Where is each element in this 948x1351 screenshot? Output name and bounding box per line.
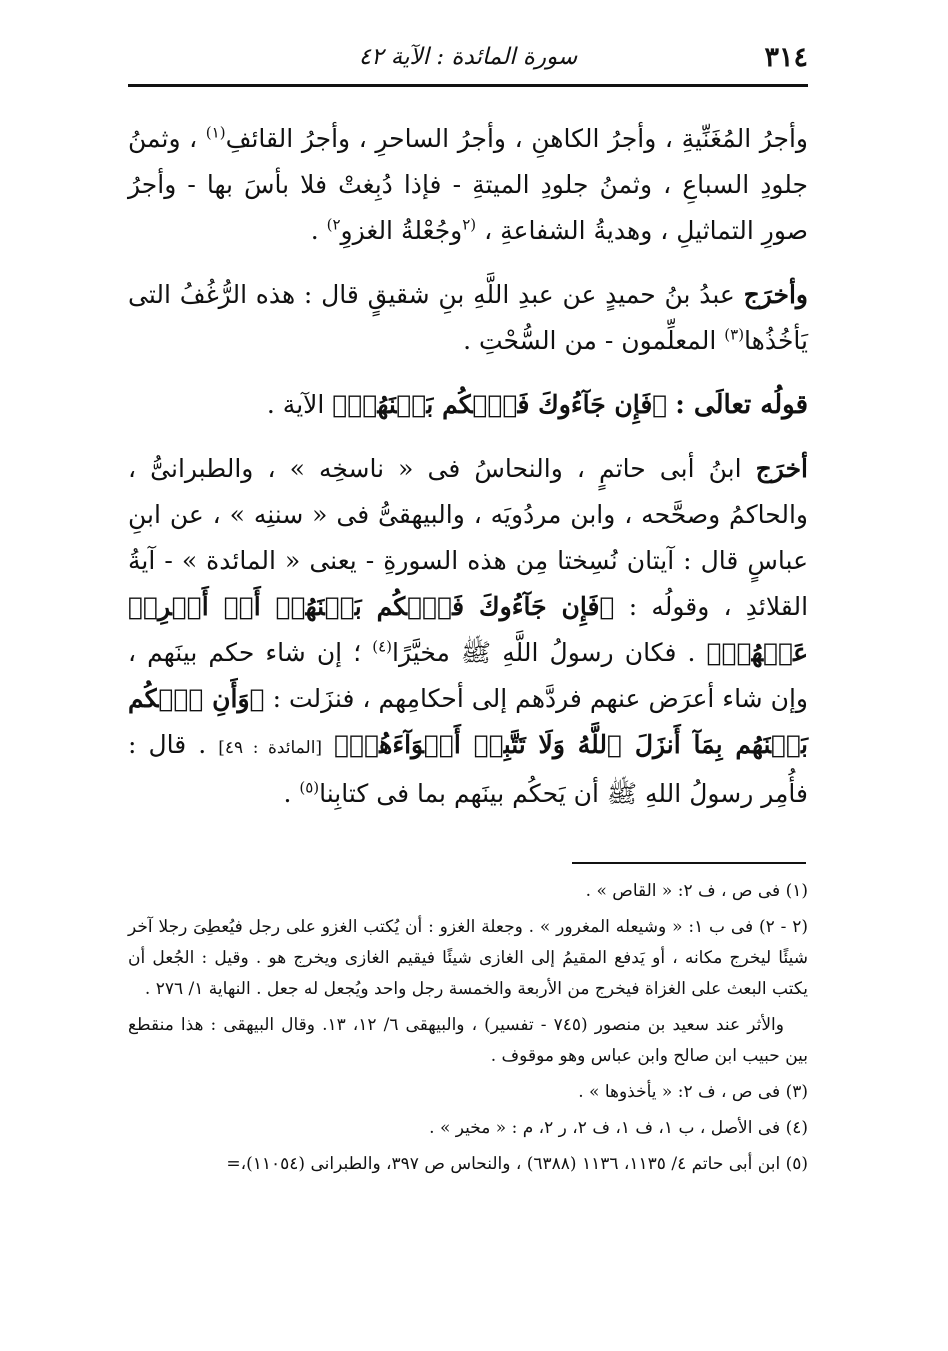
paragraph-text: الآية .: [266, 390, 325, 419]
paragraph-text: ، وثمنُ جلودِ السباعِ ، وثمنُ جلودِ الميتةِ - فإذا دُبِغتْ فلا بأسَ بها - وأجرُ صورِ التماثيلِ ، وهديةُ الشفاعةِ ،: [128, 124, 808, 245]
footnotes: [128, 876, 808, 1185]
paragraph-text: .: [310, 216, 319, 245]
paragraph-text: وأجرُ المُغَنِّيةِ ، وأجرُ الكاهنِ ، وأجرُ الساحرِ ، وأجرُ القائفِ: [225, 124, 809, 153]
verse-heading-line: [128, 382, 808, 428]
paragraph-text: المعلِّمون - من السُّحْتِ .: [463, 326, 717, 355]
paragraph-text: ؛ إن شاء حكم بينَهم ، وإن شاء أعرَض عنهم فردَّهم إلى أحكامِهم ، فنزَلت :: [128, 638, 808, 713]
footnote-ref-4[interactable]: (٤): [372, 637, 393, 656]
page-number: ٣١٤: [764, 42, 808, 73]
footnote-2: (٢ - ٢) فى ب ١: « وشيعله المغرور » . وجعلة الغزو : أن يُكتب الغزو على رجل فيُعطِىَ رجلا آخر شيئًا ليخرج مكانه ، أو يَدفع المقيمُ إلى الغازى شيئًا فيقيم الغازى ويخرج هو . وقيل : الجُعل أن يكتب البعث على الغزاة فيخرج من الأربعة والخمسة رجل واحد ويُجعل له جعل . النهاية ١/ ٢٧٦ .: [128, 917, 808, 999]
paragraph-text: .: [283, 779, 292, 808]
footnote-ref-5[interactable]: (٥): [299, 778, 320, 797]
paragraph-3: [128, 446, 808, 817]
lead-word: وأخرَج: [743, 280, 808, 309]
paragraph-text: عبدُ بنُ حميدٍ عن عبدِ اللَّهِ بنِ شقيقٍ قال : هذه الرُّغُفُ التى يَأخُذُها: [128, 280, 808, 355]
paragraph-text: ابنُ أبى حاتمٍ ، والنحاسُ فى « ناسخِه » ، والطبرانىُّ ، والحاكمُ وصحَّحه ، وابن مردُويَه ، والبيهقىُّ فى « سننِه » ، عن ابنِ عباسٍ قال : آيتان نُسِختا مِن هذه السورةِ - يعنى « المائدة » - آيةُ القلائدِ ، وقولُه :: [128, 454, 809, 621]
page-header: [128, 40, 808, 87]
footnote-ref-3[interactable]: (٣): [724, 325, 745, 344]
footnote-4: (٤) فى الأصل ، ب ١، ف ١، ف ٢، ر ٢، م : « مخير » .: [429, 1118, 808, 1138]
running-title: سورة المائدة : الآية ٤٢: [358, 44, 578, 70]
footnote-2-continuation: والأثر عند سعيد بن منصور (٧٤٥ - تفسير) ، والبيهقى ٦/ ١٢، ١٣. وقال البيهقى : هذا منقطع بين حبيب ابن صالح وابن عباس وهو موقوف .: [128, 1015, 808, 1066]
quran-citation: [المائدة : ٤٩]: [218, 738, 323, 758]
paragraph-2: [128, 272, 808, 364]
footnote-ref-2-close[interactable]: ٢): [326, 215, 341, 234]
footnote-1: (١) فى ص ، ف ٢: « القاص » .: [585, 881, 808, 901]
quran-quote: ﴿فَإِن جَآءُوكَ فَٱحۡكُم بَيۡنَهُمۡ﴾: [332, 390, 668, 419]
paragraph-text: . قال : فأُمِر رسولُ اللهِ ﷺ أن يَحكُم بينَهم بما فى كتابِنا: [128, 730, 808, 808]
verse-heading: قولُه تعالَى :: [675, 390, 808, 420]
paragraph-text: . فكان رسولُ اللَّهِ ﷺ مخيَّرًا: [392, 638, 696, 667]
footnote-ref-2-open[interactable]: (٢: [462, 215, 477, 234]
paragraph-1: [128, 116, 808, 254]
lead-word: أخرَج: [755, 454, 808, 483]
main-text: [128, 116, 808, 835]
footnote-5: (٥) ابن أبى حاتم ٤/ ١١٣٥، ١١٣٦ (٦٣٨٨) ، والنحاس ص ٣٩٧، والطبرانى (١١٠٥٤)،=: [226, 1154, 808, 1174]
footnote-ref-1[interactable]: (١): [205, 123, 226, 142]
footnote-divider: [572, 862, 806, 864]
quran-quote: ﴿وَأَنِ ٱحۡكُم بَيۡنَهُم بِمَآ أَنزَلَ ٱللَّهُ وَلَا تَتَّبِعۡ أَهۡوَآءَهُمۡ﴾: [128, 684, 809, 759]
footnote-3: (٣) فى ص ، ف ٢: « يأخذوها » .: [578, 1082, 808, 1102]
paragraph-text: وجُعْلةُ الغزوِ: [340, 216, 463, 245]
quran-quote: ﴿فَإِن جَآءُوكَ فَٱحۡكُم بَيۡنَهُمۡ أَوۡ أَعۡرِضۡ عَنۡهُمۡ﴾: [128, 592, 809, 667]
